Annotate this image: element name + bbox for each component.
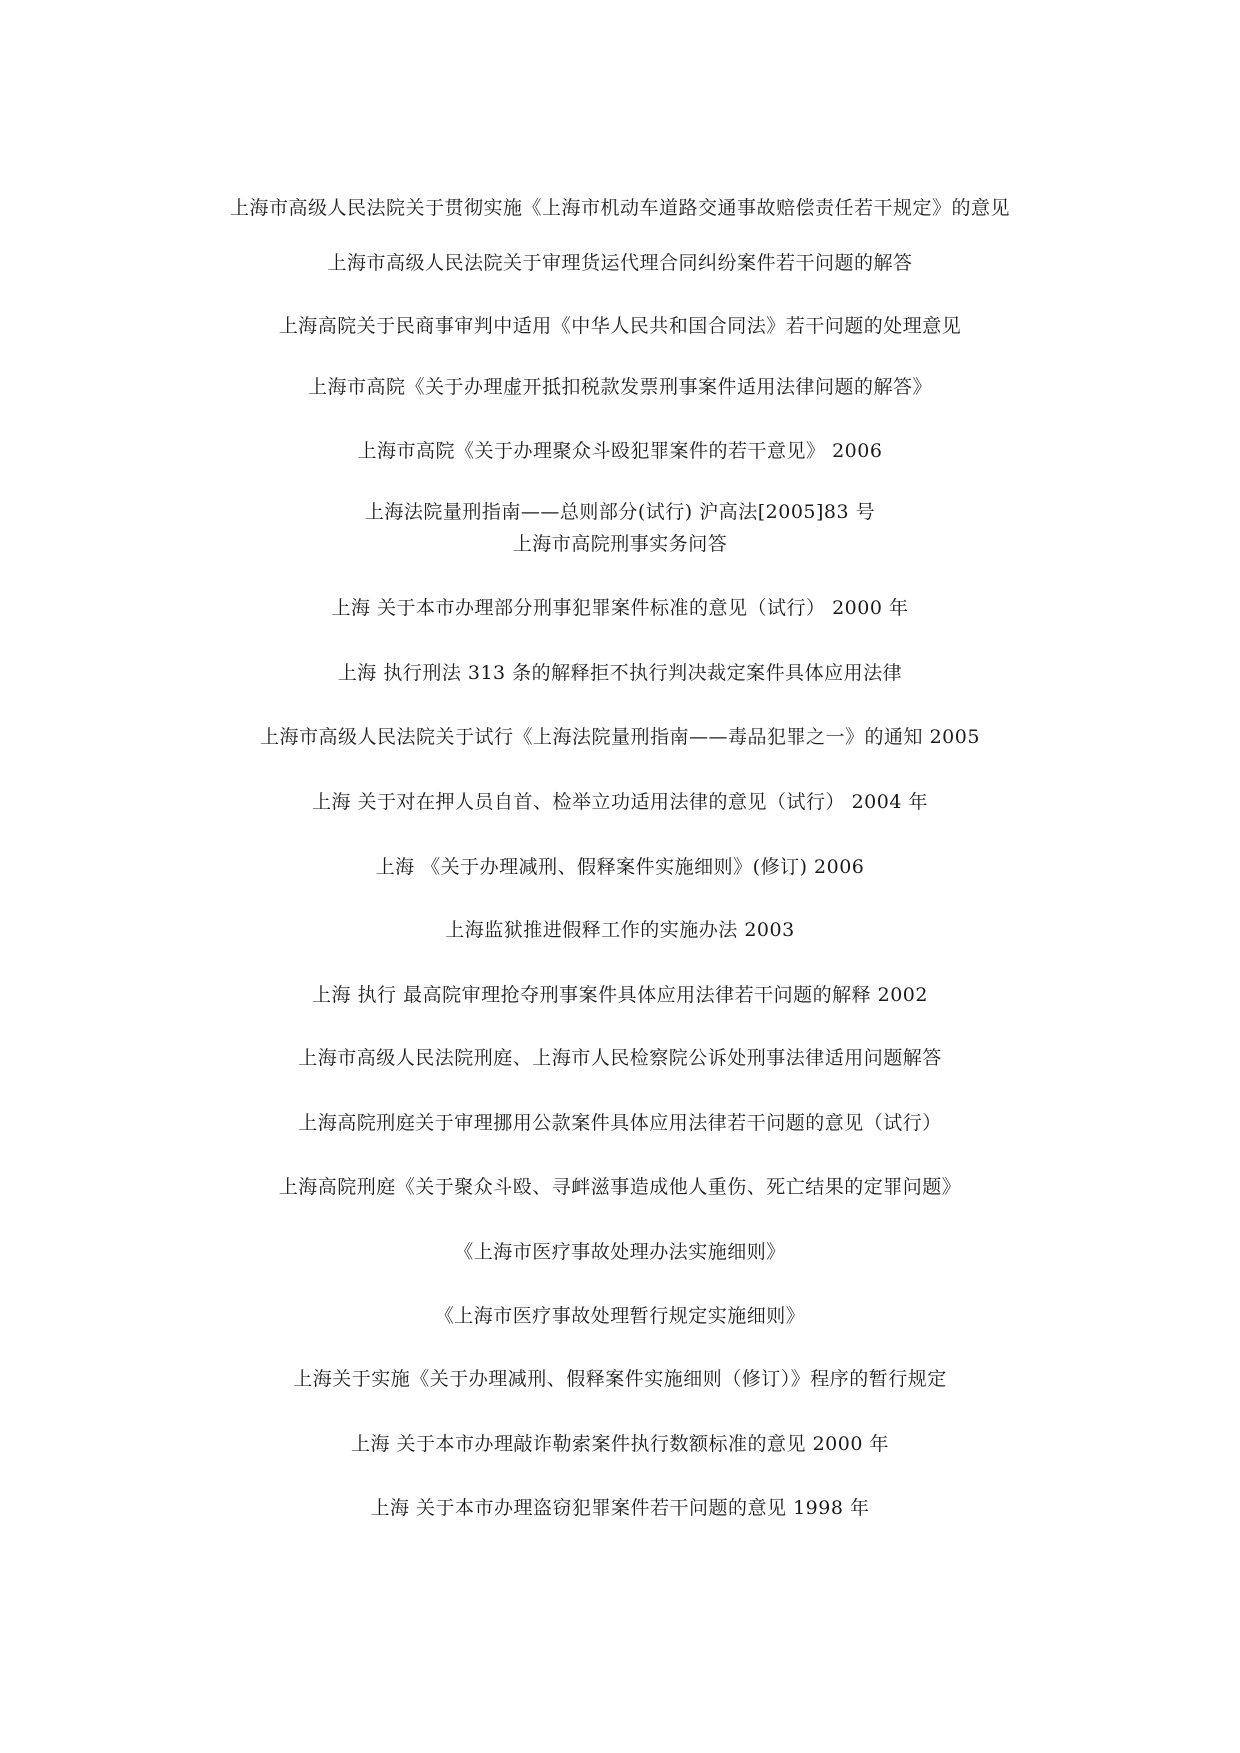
document-title: 上海 关于本市办理敲诈勒索案件执行数额标准的意见 2000 年 xyxy=(351,1433,889,1455)
document-title: 上海 《关于办理减刑、假释案件实施细则》(修订) 2006 xyxy=(375,856,865,878)
document-title: 上海高院关于民商事审判中适用《中华人民共和国合同法》若干问题的处理意见 xyxy=(278,315,962,337)
document-title: 《上海市医疗事故处理办法实施细则》 xyxy=(454,1241,786,1263)
document-title: 上海关于实施《关于办理减刑、假释案件实施细则（修订）》程序的暂行规定 xyxy=(293,1368,947,1390)
document-title: 上海 执行 最高院审理抢夺刑事案件具体应用法律若干问题的解释 2002 xyxy=(312,984,928,1006)
document-title: 上海市高院刑事实务问答 xyxy=(512,533,728,555)
document-title: 上海市高级人民法院关于试行《上海法院量刑指南——毒品犯罪之一》的通知 2005 xyxy=(260,726,980,748)
document-title: 上海监狱推进假释工作的实施办法 2003 xyxy=(445,919,795,941)
document-title: 上海市高院《关于办理聚众斗殴犯罪案件的若干意见》 2006 xyxy=(357,440,883,462)
document-title: 上海市高级人民法院刑庭、上海市人民检察院公诉处刑事法律适用问题解答 xyxy=(298,1047,942,1069)
document-title: 上海市高院《关于办理虚开抵扣税款发票刑事案件适用法律问题的解答》 xyxy=(307,376,932,398)
document-title: 上海法院量刑指南——总则部分(试行) 沪高法[2005]83 号 xyxy=(364,501,876,523)
document-title: 上海市高级人民法院关于审理货运代理合同纠纷案件若干问题的解答 xyxy=(327,252,913,274)
document-title: 上海高院刑庭关于审理挪用公款案件具体应用法律若干问题的意见（试行） xyxy=(298,1112,942,1134)
document-title: 上海市高级人民法院关于贯彻实施《上海市机动车道路交通事故赔偿责任若干规定》的意见 xyxy=(229,197,1010,219)
document-title: 上海 关于对在押人员自首、检举立功适用法律的意见（试行） 2004 年 xyxy=(312,791,928,813)
document-title: 上海 执行刑法 313 条的解释拒不执行判决裁定案件具体应用法律 xyxy=(337,662,903,684)
document-title: 《上海市医疗事故处理暂行规定实施细则》 xyxy=(434,1305,806,1327)
document-title: 上海 关于本市办理部分刑事犯罪案件标准的意见（试行） 2000 年 xyxy=(331,597,909,619)
document-title: 上海 关于本市办理盗窃犯罪案件若干问题的意见 1998 年 xyxy=(370,1497,870,1519)
document-title: 上海高院刑庭《关于聚众斗殴、寻衅滋事造成他人重伤、死亡结果的定罪问题》 xyxy=(278,1176,962,1198)
